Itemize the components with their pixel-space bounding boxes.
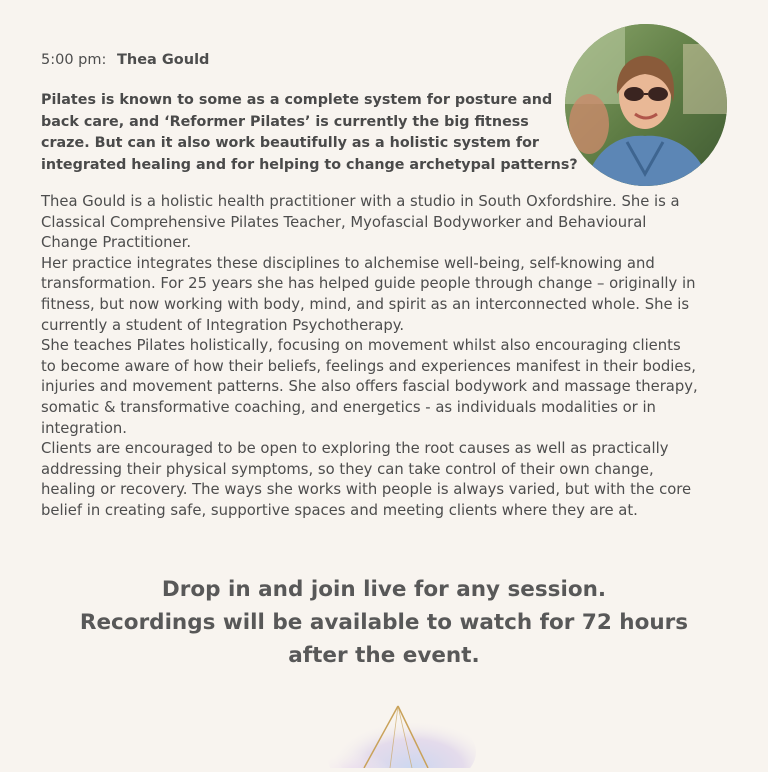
bio-line: integration. <box>41 419 127 437</box>
bio-line: Clients are encouraged to be open to exploring the root causes as well as practically <box>41 440 669 458</box>
session-time: 5:00 pm: <box>41 52 107 68</box>
intro-line: back care, and ‘Reformer Pilates’ is currently the big fitness <box>41 113 529 130</box>
watercolor-triangle-ornament-icon <box>328 700 476 768</box>
bio-line: currently a student of Integration Psychotherapy. <box>41 316 405 334</box>
speaker-bio <box>41 192 741 522</box>
bio-line: healing or recovery. The ways she works with people is always varied, but with the core <box>41 481 692 499</box>
intro-line: Pilates is known to some as a complete system for posture and <box>41 92 553 108</box>
bio-line: Her practice integrates these disciplines to alchemise well-being, self-knowing and <box>41 254 655 272</box>
bio-line: belief in creating safe, supportive spaces and meeting clients where they are at. <box>41 501 638 519</box>
cta-line: Drop in and join live for any session. <box>161 577 607 602</box>
speaker-portrait-icon <box>565 24 727 186</box>
intro-line: integrated healing and for helping to change archetypal patterns? <box>41 156 578 173</box>
session-intro <box>41 90 601 176</box>
cta-line: after the event. <box>288 643 480 668</box>
speaker-photo <box>565 24 727 186</box>
bio-line: to become aware of how their beliefs, feelings and experiences manifest in their bodies, <box>41 357 696 375</box>
bio-line: somatic & transformative coaching, and energetics - as individuals modalities or in <box>41 398 656 416</box>
call-to-action <box>0 573 768 672</box>
bio-line: injuries and movement patterns. She also offers fascial bodywork and massage therapy, <box>41 378 698 396</box>
intro-line: craze. But can it also work beautifully as a holistic system for <box>41 135 539 151</box>
bio-line: transformation. For 25 years she has helped guide people through change – originally in <box>41 275 696 293</box>
bio-line: addressing their physical symptoms, so they can take control of their own change, <box>41 460 654 478</box>
session-header <box>41 50 209 70</box>
bio-line: fitness, but now working with body, mind, and spirit as an interconnected whole. She is <box>41 295 690 313</box>
speaker-name: Thea Gould <box>117 52 210 68</box>
cta-line: Recordings will be available to watch for 72 hours <box>79 610 689 635</box>
bio-line: Change Practitioner. <box>41 234 192 252</box>
bio-line: Classical Comprehensive Pilates Teacher, Myofascial Bodyworker and Behavioural <box>41 213 647 231</box>
bio-line: She teaches Pilates holistically, focusing on movement whilst also encouraging clients <box>41 337 681 355</box>
bio-line: Thea Gould is a holistic health practitioner with a studio in South Oxfordshire. She is a <box>41 193 680 210</box>
